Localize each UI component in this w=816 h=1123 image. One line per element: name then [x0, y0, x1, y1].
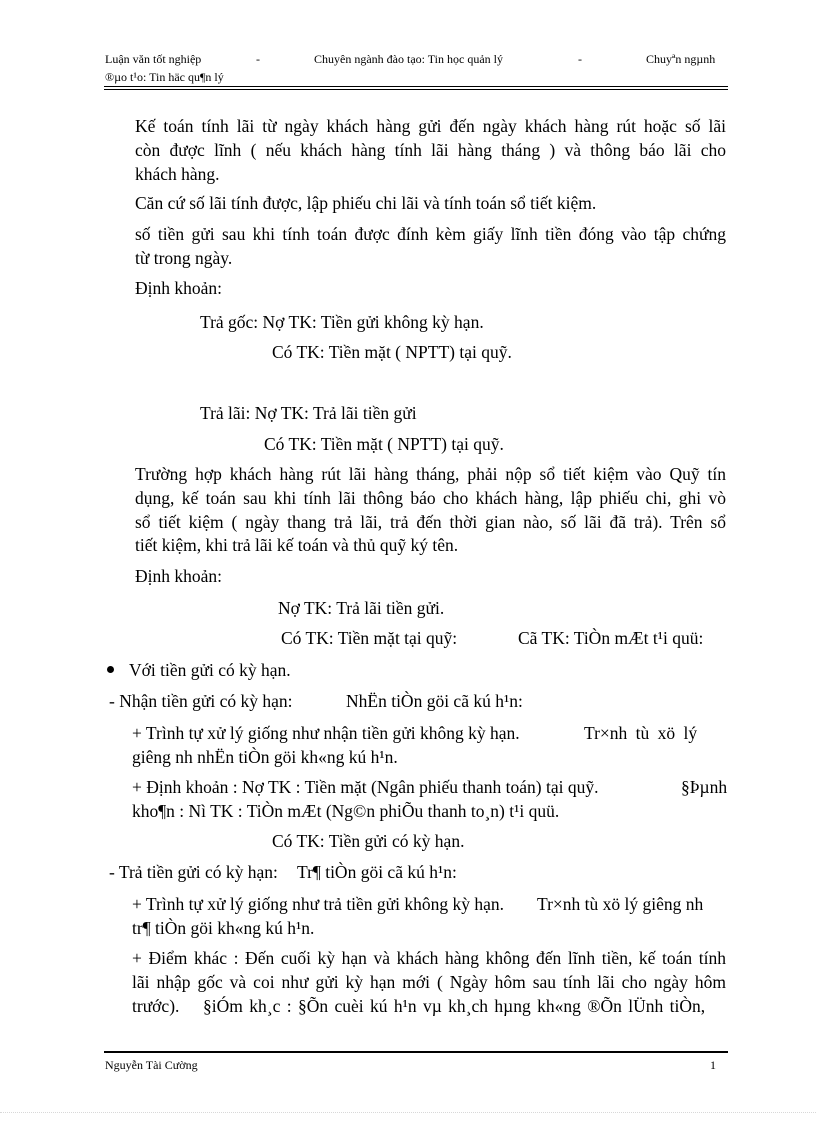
entry-no-tra-lai: Nợ TK: Trả lãi tiền gửi.	[278, 598, 445, 618]
paragraph-line: + Trình tự xử lý giống như trả tiền gửi không kỳ hạn.	[132, 894, 505, 914]
paragraph-line: + Trình tự xử lý giống như nhận tiền gửi không kỳ hạn.	[132, 723, 520, 743]
section-heading-garbled: NhËn tiÒn göi cã kú h¹n:	[346, 691, 523, 711]
bullet-icon	[107, 666, 114, 673]
paragraph-line: Căn cứ số lãi tính được, lập phiếu chi lãi và tính toán sổ tiết kiệm.	[135, 193, 597, 213]
page-number: 1	[710, 1058, 716, 1072]
paragraph-line: giêng nh nhËn tiÒn göi kh«ng kú h¹n.	[132, 747, 398, 767]
label-dinh-khoan: Định khoản:	[135, 278, 223, 298]
header-left: Luận văn tốt nghiệp	[105, 52, 202, 66]
section-heading: - Trả tiền gửi có kỳ hạn:	[109, 862, 278, 882]
paragraph-line-garbled: Tr×nh tù xö lý giêng nh	[537, 894, 704, 914]
paragraph-line: lãi nhập gốc và coi như gửi kỳ hạn mới ( Ngày hôm sau tính lãi cho ngày hôm	[132, 972, 726, 992]
page-edge-divider	[0, 1112, 816, 1113]
paragraph-line: số tiền gửi sau khi tính toán được đính kèm giấy lĩnh tiền đóng vào tập chứng	[135, 224, 726, 244]
entry-tra-lai-no: Trả lãi: Nợ TK: Trả lãi tiền gửi	[200, 403, 417, 423]
label-dinh-khoan: Định khoản:	[135, 566, 223, 586]
entry-tra-lai-co: Có TK: Tiền mặt ( NPTT) tại quỹ.	[264, 434, 504, 454]
entry-co-tien-mat: Có TK: Tiền mặt tại quỹ:	[281, 628, 458, 648]
header-center: Chuyên ngành đào tạo: Tin học quản lý	[314, 52, 503, 66]
paragraph-line: sổ tiết kiệm ( ngày thang trả lãi, trả đến thời gian nào, số lãi đã trả). Trên sổ	[135, 512, 726, 532]
paragraph-line-garbled: Tr×nh tù xö lý	[584, 723, 698, 743]
paragraph-line: còn được lĩnh ( nếu khách hàng tính lãi hàng tháng ) và thông báo lãi cho	[135, 140, 726, 160]
bullet-item: Với tiền gửi có kỳ hạn.	[129, 660, 291, 680]
header-dash: -	[578, 52, 582, 66]
entry-tra-goc-co: Có TK: Tiền mặt ( NPTT) tại quỹ.	[272, 342, 512, 362]
paragraph-line: + Điểm khác : Đến cuối kỳ hạn và khách hàng không đến lĩnh tiền, kế toán tính	[132, 948, 726, 968]
paragraph-line: + Định khoản : Nợ TK : Tiền mặt (Ngân phiếu thanh toán) tại quỹ.	[132, 777, 599, 797]
paragraph-line: kho¶n : Nì TK : TiÒn mÆt (Ng©n phiÕu thanh to¸n) t¹i quü.	[132, 801, 560, 821]
entry-co-tien-gui: Có TK: Tiền gửi có kỳ hạn.	[272, 831, 465, 851]
entry-co-tien-mat-garbled: Cã TK: TiÒn mÆt t¹i quü:	[518, 628, 704, 648]
header-rule	[104, 86, 728, 87]
paragraph-line: Kế toán tính lãi từ ngày khách hàng gửi đến ngày khách hàng rút hoặc số lãi	[135, 116, 726, 136]
paragraph-line: tr¶ tiÒn göi kh«ng kú h¹n.	[132, 918, 315, 938]
paragraph-line: tiết kiệm, khi trả lãi kế toán và thủ quỹ ký tên.	[135, 535, 459, 555]
paragraph-line-garbled: §Þµnh	[681, 777, 728, 797]
paragraph-line: dụng, kế toán sau khi tính lãi thông báo cho khách hàng, lập phiếu chi, ghi vò	[135, 488, 726, 508]
paragraph-line: khách hàng.	[135, 164, 220, 184]
header-dash: -	[256, 52, 260, 66]
footer-author: Nguyễn Tài Cường	[105, 1058, 198, 1072]
paragraph-line: trước).	[132, 996, 180, 1016]
header-rule	[104, 89, 728, 90]
paragraph-line-garbled: §iÓm kh¸c : §Õn cuèi kú h¹n vµ kh¸ch hµng kh«ng ®Õn lÜnh tiÒn,	[203, 996, 706, 1016]
header-second-line: ®µo t¹o: Tin häc qu¶n lý	[105, 70, 224, 84]
paragraph-line: từ trong ngày.	[135, 248, 233, 268]
entry-tra-goc-no: Trả gốc: Nợ TK: Tiền gửi không kỳ hạn.	[200, 312, 484, 332]
section-heading-garbled: Tr¶ tiÒn göi cã kú h¹n:	[297, 862, 457, 882]
paragraph-line: Trường hợp khách hàng rút lãi hàng tháng, phải nộp sổ tiết kiệm vào Quỹ tín	[135, 464, 726, 484]
footer-rule	[104, 1051, 728, 1053]
header-right: Chuyªn ngµnh	[646, 52, 716, 66]
section-heading: - Nhận tiền gửi có kỳ hạn:	[109, 691, 293, 711]
